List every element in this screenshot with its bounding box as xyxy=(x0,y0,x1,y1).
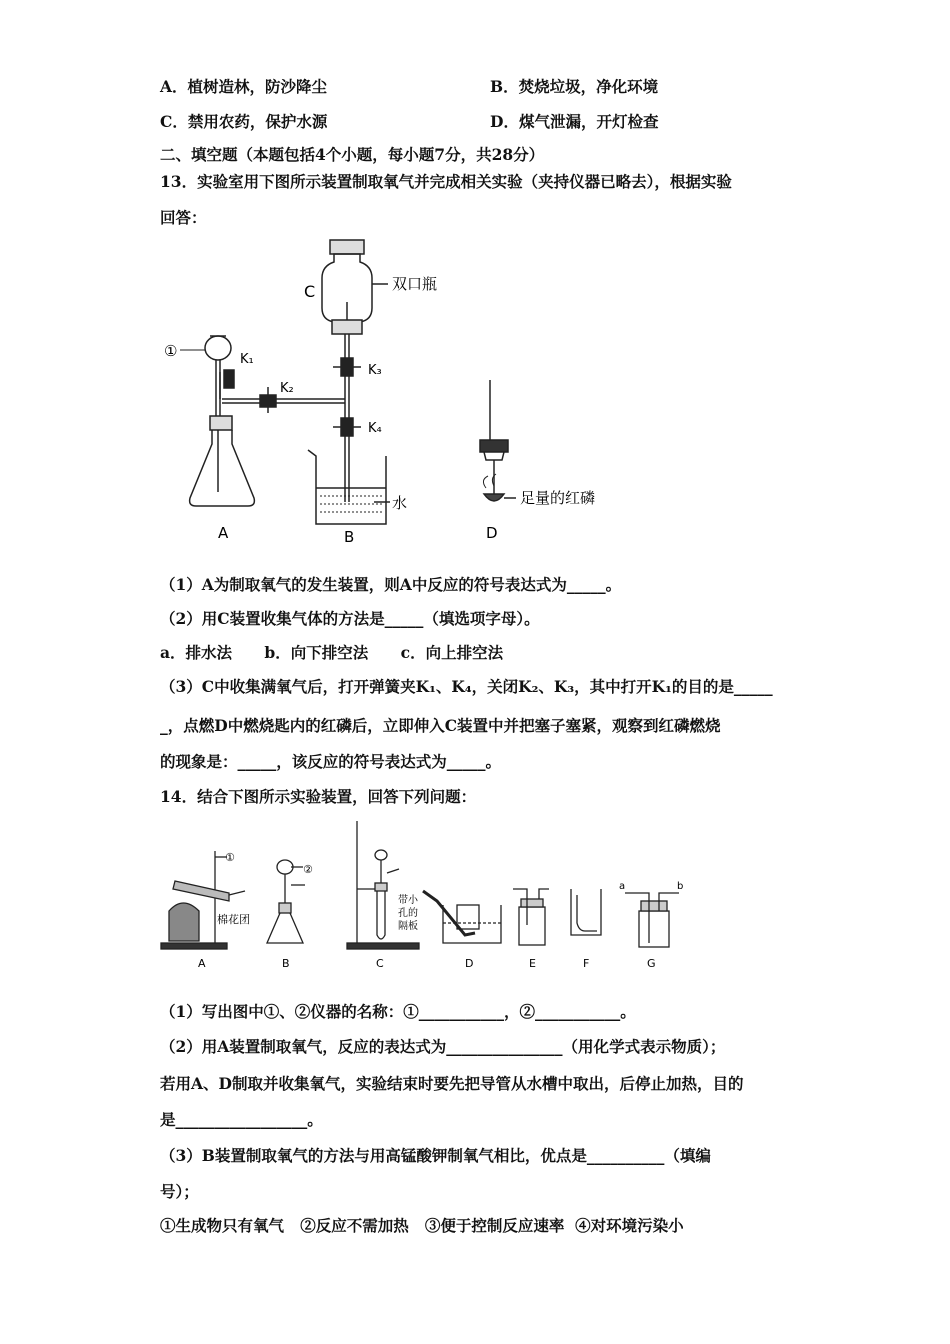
q14-label-hole-2: 孔的 xyxy=(398,908,418,919)
q12-option-d: D．煤气泄漏，开灯检查 xyxy=(490,112,659,131)
q13-sub3-line2: _，点燃D中燃烧匙内的红磷后，立即伸入C装置中并把塞子塞紧，观察到红磷燃烧 xyxy=(160,716,721,735)
q14-label-hole-3: 隔板 xyxy=(398,921,418,932)
q13-stem-line2: 回答： xyxy=(160,208,207,227)
q13-sub2-options: a．排水法 b．向下排空法 c．向上排空法 xyxy=(160,643,504,662)
q13-apparatus-figure xyxy=(150,232,630,552)
q14-label-g: G xyxy=(647,957,656,970)
label-double-bottle: 双口瓶 xyxy=(392,275,438,293)
label-c: C xyxy=(304,282,316,301)
q14-sub2-line3: 是_________________。 xyxy=(160,1110,323,1129)
q14-label-hole-1: 带小 xyxy=(398,895,418,906)
q14-sub2-line2: 若用A、D制取并收集氧气，实验结束时要先把导管从水槽中取出，后停止加热，目的 xyxy=(160,1074,744,1093)
label-b: B xyxy=(344,528,355,546)
q14-label-b-port: b xyxy=(677,881,684,892)
q13-sub2: （2）用C装置收集气体的方法是_____（填选项字母）。 xyxy=(160,609,540,628)
q14-label-c: C xyxy=(376,957,384,970)
q14-sub3-options: ①生成物只有氧气 ②反应不需加热 ③便于控制反应速率 ④对环境污染小 xyxy=(160,1216,684,1235)
q13-stem-line1: 13．实验室用下图所示装置制取氧气并完成相关实验（夹持仪器已略去），根据实验 xyxy=(160,172,732,191)
q13-sub1: （1）A为制取氧气的发生装置，则A中反应的符号表达式为_____。 xyxy=(160,575,622,594)
q13-sub3-line1: （3）C中收集满氧气后，打开弹簧夹K₁、K₄，关闭K₂、K₃，其中打开K₁的目的是_____ xyxy=(160,677,773,696)
q14-label-circle-1: ① xyxy=(225,851,235,864)
label-water: 水 xyxy=(392,494,408,512)
label-k1: K₁ xyxy=(240,352,254,367)
q12-option-a: A．植树造林，防沙降尘 xyxy=(160,77,328,96)
q14-stem: 14．结合下图所示实验装置，回答下列问题： xyxy=(160,787,477,806)
section-title: 二、填空题（本题包括4个小题，每小题7分，共28分） xyxy=(160,145,545,164)
q12-option-b: B．焚烧垃圾，净化环境 xyxy=(490,77,659,96)
q14-label-cotton: 棉花团 xyxy=(217,913,250,926)
q14-sub2-line1: （2）用A装置制取氧气，反应的表达式为_______________（用化学式表示物质）； xyxy=(160,1037,726,1056)
label-circle-1: ① xyxy=(164,342,178,360)
q14-label-b: B xyxy=(282,957,290,970)
label-k3: K₃ xyxy=(368,363,382,378)
q14-label-f: F xyxy=(583,957,590,970)
q14-sub1: （1）写出图中①、②仪器的名称：①___________，②___________。 xyxy=(160,1002,636,1021)
q14-sub3-line1: （3）B装置制取氧气的方法与用高锰酸钾制氧气相比，优点是__________（填编 xyxy=(160,1146,711,1165)
label-d: D xyxy=(486,524,498,542)
q14-label-circle-2: ② xyxy=(303,863,313,876)
q14-label-d: D xyxy=(465,957,474,970)
q14-label-a: A xyxy=(198,957,206,970)
label-a: A xyxy=(218,524,229,542)
label-k4: K₄ xyxy=(368,421,382,436)
q12-option-c: C．禁用农药，保护水源 xyxy=(160,112,328,131)
q14-apparatus-figure xyxy=(155,815,695,975)
q14-sub3-line2: 号）； xyxy=(160,1182,199,1201)
q14-label-e: E xyxy=(529,957,536,970)
q14-label-a-port: a xyxy=(619,881,626,892)
label-k2: K₂ xyxy=(280,381,294,396)
q13-sub3-line3: 的现象是：_____，该反应的符号表达式为_____。 xyxy=(160,752,502,771)
label-red-phosphorus: 足量的红磷 xyxy=(520,489,596,507)
